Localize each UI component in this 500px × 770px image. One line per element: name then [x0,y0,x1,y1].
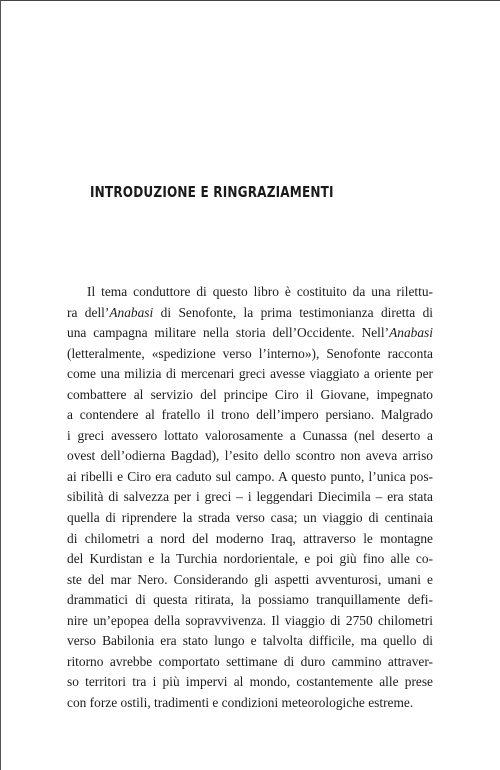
text-line [67,405,433,426]
text-run: ritorno avrebbe comportato settimane di duro cammino attraver- [67,653,433,669]
text-line [67,344,433,365]
text-run: verso Babilonia era stato lungo e talvolta difficile, ma quello di [67,633,433,649]
text-line [67,570,433,591]
text-run: una campagna militare nella storia dell’Occidente. Nell’ [67,325,390,341]
text-run: di chilometri a nord del moderno Iraq, attraverso le montagne [67,530,433,546]
page-edge-top [0,0,500,1]
text-run: so territori tra i più impervi al mondo, costantemente alle prese [67,674,433,690]
text-run: ste del mar Nero. Considerando gli aspetti avventurosi, umani e [67,571,433,587]
chapter-title: INTRODUZIONE E RINGRAZIAMENTI [90,183,334,201]
book-title-italic: Anabasi [389,325,433,341]
text-line [67,611,433,632]
text-line [67,487,433,508]
page-edge-left [0,0,1,770]
text-run: di Senofonte, la prima testimonianza diretta di [153,304,433,320]
text-line [67,631,433,652]
text-line [67,529,433,550]
text-run: ai ribelli e Ciro era caduto sul campo. A questo punto, l’unica pos- [67,468,433,484]
text-line [67,385,433,406]
text-run: sibilità di salvezza per i greci – i leggendari Diecimila – era stata [67,489,433,505]
text-line [67,652,433,673]
text-line [67,446,433,467]
text-run: a contendere al fratello il trono dell’impero persiano. Malgrado [67,407,433,423]
text-line [67,426,433,447]
text-line [67,590,433,611]
text-run: i greci avessero lottato valorosamente a Cunassa (nel deserto a [67,427,433,443]
text-line [67,693,433,714]
text-run: del Kurdistan e la Turchia nordorientale, e poi giù fino alle co- [67,551,433,567]
body-paragraph [67,282,433,713]
text-run: drammatici di questa ritirata, la possiamo tranquillamente defi- [67,592,433,608]
text-run: con forze ostili, tradimenti e condizioni meteorologiche estreme. [67,694,414,710]
text-run: quella di riprendere la strada verso casa; un viaggio di centinaia [67,510,433,526]
text-line [67,323,433,344]
text-run: ovest dell’odierna Bagdad), l’esito dello scontro non aveva arriso [67,448,433,464]
book-title-italic: Anabasi [109,304,154,320]
text-line [67,508,433,529]
text-line [67,672,433,693]
text-line [67,549,433,570]
text-run: combattere al servizio del principe Ciro il Giovane, impegnato [67,386,433,402]
text-run: come una milizia di mercenari greci avesse viaggiato a oriente per [67,366,433,382]
text-run: (letteralmente, «spedizione verso l’interno»), Senofonte racconta [67,345,433,361]
text-line [67,467,433,488]
text-run: Il tema conduttore di questo libro è costituito da una rilettu- [87,284,433,299]
text-run: nire un’epopea della sopravvivenza. Il viaggio di 2750 chilometri [67,612,433,628]
text-line [67,303,433,324]
text-line [67,364,433,385]
text-run: ra dell’ [67,304,110,320]
text-line [67,282,433,303]
